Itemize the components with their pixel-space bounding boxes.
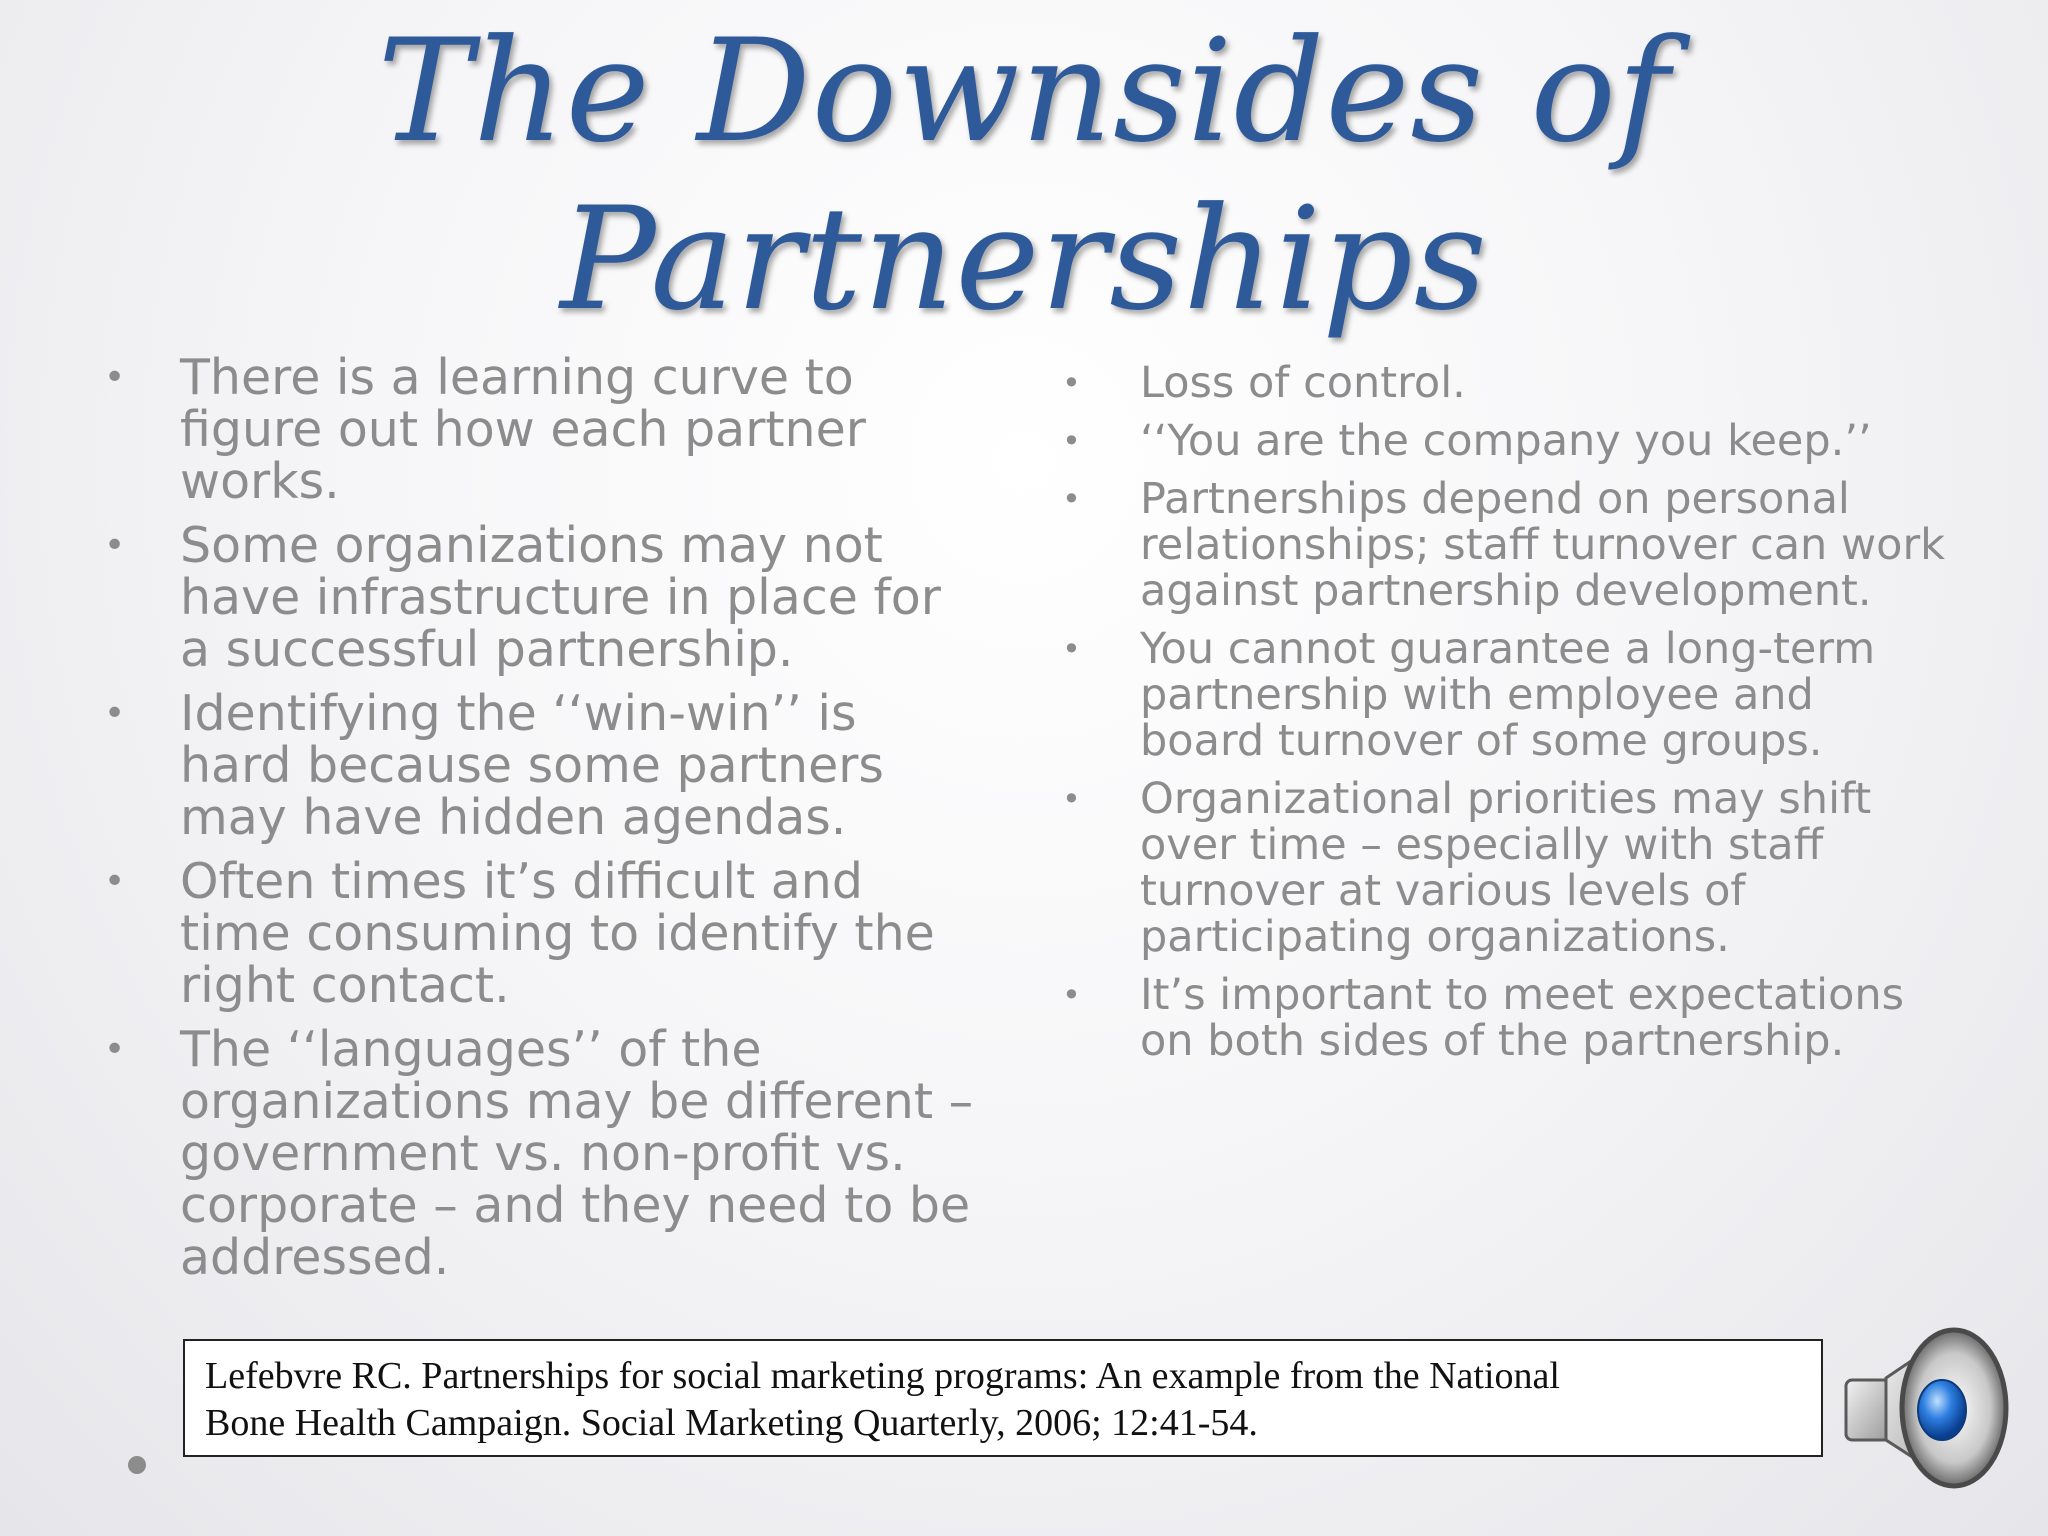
slide-title	[0, 8, 2048, 344]
bullet-marker: •	[1062, 780, 1081, 818]
bullet-marker: •	[104, 1029, 126, 1070]
list-item	[100, 1021, 980, 1286]
citation-line-2: Bone Health Campaign. Social Marketing Quarterly, 2006; 12:41-54.	[205, 1402, 1258, 1444]
list-item	[1058, 418, 1948, 464]
list-item	[100, 349, 980, 510]
right-bullet-list	[1058, 360, 1948, 1076]
title-line-1: The Downsides of	[377, 9, 1671, 174]
list-item-text: Loss of control.	[1140, 358, 1466, 408]
citation-line-1: Lefebvre RC. Partnerships for social marketing programs: An example from the National	[205, 1355, 1560, 1397]
list-item-text: Some organizations may not have infrastructure in place for a successful partnership.	[180, 517, 941, 678]
list-item	[1058, 476, 1948, 614]
bullet-marker: •	[1062, 480, 1081, 518]
list-item	[1058, 626, 1948, 764]
speaker-icon[interactable]	[1836, 1318, 2016, 1498]
list-item	[1058, 776, 1948, 960]
list-item	[100, 685, 980, 846]
list-item-text: There is a learning curve to figure out how each partner works.	[180, 349, 866, 510]
list-item-text: The ‘‘languages’’ of the organizations may be different – government vs. non-profit vs. corporate – and they need to be addressed.	[180, 1021, 974, 1286]
bullet-marker: •	[104, 357, 126, 398]
list-item-text: ‘‘You are the company you keep.’’	[1140, 416, 1872, 466]
list-item-text: Partnerships depend on personal relationships; staff turnover can work against partnership development.	[1140, 474, 1946, 616]
bullet-marker: •	[104, 525, 126, 566]
bullet-marker: •	[1062, 976, 1081, 1014]
list-item	[1058, 972, 1948, 1064]
list-item	[100, 853, 980, 1014]
list-item-text: It’s important to meet expectations on both sides of the partnership.	[1140, 970, 1905, 1066]
list-item-text: Organizational priorities may shift over time – especially with staff turnover at various levels of participating organizations.	[1140, 774, 1872, 962]
bullet-marker: •	[1062, 422, 1081, 460]
list-item-text: Identifying the ‘‘win-win’’ is hard because some partners may have hidden agendas.	[180, 685, 884, 846]
bullet-marker: •	[104, 861, 126, 902]
empty-bullet-dot	[128, 1456, 146, 1474]
bullet-marker: •	[1062, 630, 1081, 668]
list-item	[1058, 360, 1948, 406]
list-item-text: You cannot guarantee a long-term partnership with employee and board turnover of some groups.	[1140, 624, 1876, 766]
title-line-2: Partnerships	[560, 177, 1488, 342]
citation-box	[183, 1339, 1823, 1457]
list-item-text: Often times it’s difficult and time consuming to identify the right contact.	[180, 853, 935, 1014]
speaker-icon-graphic	[1836, 1318, 2016, 1498]
left-bullet-list	[100, 349, 980, 1296]
list-item	[100, 517, 980, 678]
bullet-marker: •	[1062, 364, 1081, 402]
bullet-marker: •	[104, 693, 126, 734]
